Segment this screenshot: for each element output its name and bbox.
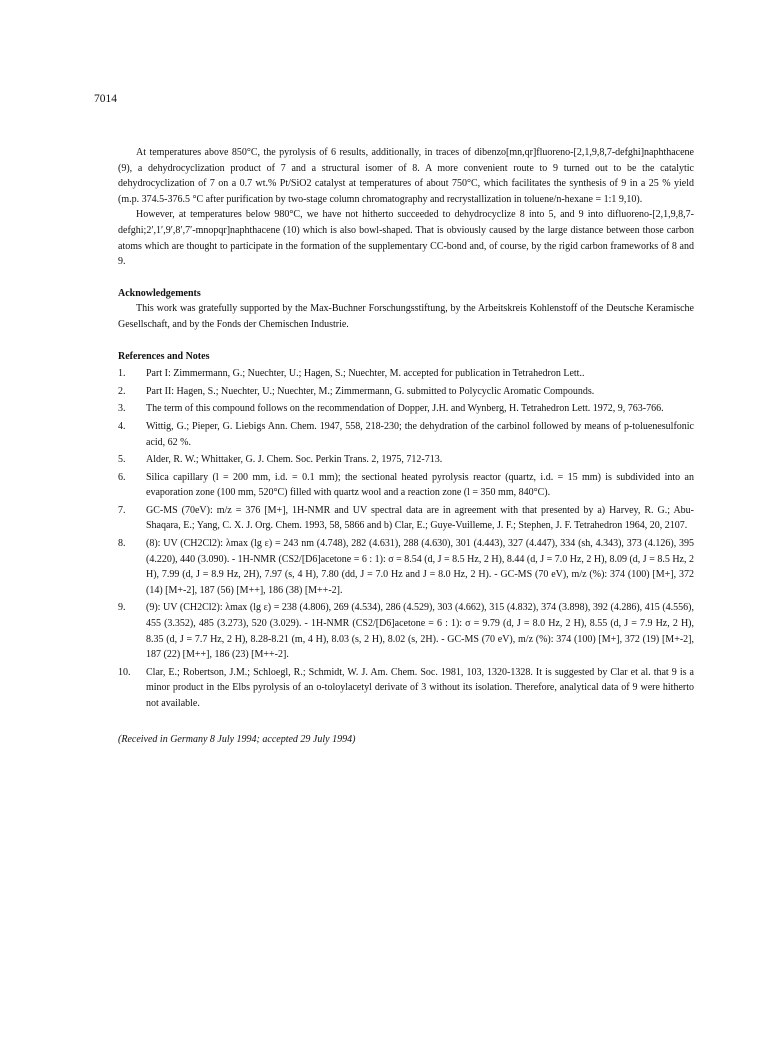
reference-text: (9): UV (CH2Cl2): λmax (lg ε) = 238 (4.806), 269 (4.534), 286 (4.529), 303 (4.662), 315 (4.832), 374 (3.898), 392 (4.286), 415 (4.556), 455 (3.352), 485 (3.273), 520 (3.029). - 1H-NMR (CS2/[D6]acetone = 6 : 1): σ = 9.79 (d, J = 8.0 Hz, 2 H), 8.55 (d, J = 7.9 Hz, 2 H), 8.35 (d, J = 7.7 Hz, 2 H), 8.28-8.21 (m, 4 H), 8.03 (s, 2 H), 8.02 (s, 2H). - GC-MS (70 eV), m/z (%): 374 (100) [M+], 372 (19) [M+-2], 187 (22) [M++], 186 (23) [M++-2].	[146, 602, 694, 661]
reference-text: (8): UV (CH2Cl2): λmax (lg ε) = 243 nm (4.748), 282 (4.631), 288 (4.630), 301 (4.443), 327 (4.447), 334 (sh, 4.343), 373 (4.126), 395 (4.220), 440 (3.090). - 1H-NMR (CS2/[D6]acetone = 6 : 1): σ = 8.54 (d, J = 8.5 Hz, 2 H), 8.44 (d, J = 7.0 Hz, 2 H), 8.09 (d, J = 8.5 Hz, 2 H), 7.99 (d, J = 8.9 Hz, 2H), 7.97 (s, 4 H), 7.80 (dd, J = 7.0 Hz and J = 8.0 Hz, 2 H). - GC-MS (70 eV), m/z (%): 374 (100) [M+], 372 (14) [M+-2], 187 (56) [M++], 186 (38) [M++-2].	[146, 538, 694, 596]
reference-number: 7.	[118, 504, 126, 516]
reference-item	[118, 419, 694, 450]
reference-number: 2.	[118, 385, 126, 397]
reference-item	[118, 366, 694, 382]
article-content	[118, 145, 694, 747]
reference-text: Part II: Hagen, S.; Nuechter, U.; Nuechter, M.; Zimmermann, G. submitted to Polycyclic Aromatic Compounds.	[146, 385, 595, 397]
reference-item	[118, 384, 694, 400]
reference-text: Part I: Zimmermann, G.; Nuechter, U.; Hagen, S.; Nuechter, M. accepted for publication in Tetrahedron Lett..	[146, 368, 585, 380]
reference-text: Alder, R. W.; Whittaker, G. J. Chem. Soc. Perkin Trans. 2, 1975, 712-713.	[146, 454, 443, 466]
reference-item	[118, 600, 694, 662]
reference-text: Silica capillary (l = 200 mm, i.d. = 0.1 mm); the sectional heated pyrolysis reactor (quartz, i.d. = 15 mm) is subdivided into an evaporation zone (100 mm, 520°C) filled with quartz wool and a reaction zone (l = 350 mm, 840°C).	[146, 471, 694, 499]
reference-text: The term of this compound follows on the recommendation of Dopper, J.H. and Wynberg, H. Tetrahedron Lett. 1972, 9, 763-766.	[146, 403, 664, 415]
reference-number: 4.	[118, 420, 126, 432]
reference-item	[118, 503, 694, 534]
reference-item	[118, 536, 694, 598]
reference-number: 6.	[118, 471, 126, 483]
reference-number: 5.	[118, 454, 126, 466]
reference-item	[118, 665, 694, 712]
reference-item	[118, 470, 694, 501]
reference-number: 10.	[118, 666, 131, 678]
reference-number: 1.	[118, 368, 126, 380]
acknowledgements-text: This work was gratefully supported by the Max-Buchner Forschungsstiftung, by the Arbeitskreis Kohlenstoff of the Deutsche Keramische Gesellschaft, and by the Fonds der Chemischen Industrie.	[118, 303, 694, 330]
reference-item	[118, 401, 694, 417]
acknowledgements-heading: Acknowledgements	[118, 287, 201, 299]
received-date-line: (Received in Germany 8 July 1994; accepted 29 July 1994)	[118, 733, 356, 745]
page-number: 7014	[94, 93, 117, 105]
reference-text: Clar, E.; Robertson, J.M.; Schloegl, R.; Schmidt, W. J. Am. Chem. Soc. 1981, 103, 1320-1328. It is suggested by Clar et al. that 9 is a minor product in the Elbs pyrolysis of an o-toloylacetyl derivate of 3 without its isolation. Therefore, analytical data of 9 were hitherto not available.	[146, 666, 694, 709]
references-list	[118, 366, 694, 711]
reference-item	[118, 452, 694, 468]
body-paragraph-2: However, at temperatures below 980°C, we have not hitherto succeeded to dehydrocyclize 8 into 5, and 9 into difluoreno-[2,1,9,8,7-defghi;2′,1′,9′,8′,7′-mnopqr]naphthacene (10) which is also bowl-shaped. That is obviously caused by the large distance between those carbon atoms which are thought to participate in the formation of the supplementary CC-bond and, of course, by the rigid carbon frameworks of 8 and 9.	[118, 209, 694, 268]
references-heading: References and Notes	[118, 350, 210, 362]
reference-number: 9.	[118, 602, 126, 614]
reference-text: Wittig, G.; Pieper, G. Liebigs Ann. Chem. 1947, 558, 218-230; the dehydration of the carbinol followed by means of p-toluenesulfonic acid, 62 %.	[146, 420, 694, 448]
body-paragraph-1: At temperatures above 850°C, the pyrolysis of 6 results, additionally, in traces of dibenzo[mn,qr]fluoreno-[2,1,9,8,7-defghi]naphthacene (9), a dehydrocyclization product of 7 and a structural isomer of 8. A more convenient route to 9 turned out to be the catalytic dehydrocyclization of 7 on a 0.7 wt.% Pt/SiO2 catalyst at temperatures of about 750°C, which facilitates the synthesis of 9 in a 25 % yield (m.p. 374.5-376.5 °C after purification by two-stage column chromatography and recrystallization in toluene/n-hexane = 1:1 9,10).	[118, 147, 694, 205]
reference-number: 8.	[118, 538, 126, 550]
reference-text: GC-MS (70eV): m/z = 376 [M+], 1H-NMR and UV spectral data are in agreement with that presented by a) Harvey, R. G.; Abu-Shaqara, E.; Yang, C. X. J. Org. Chem. 1993, 58, 5866 and b) Clar, E.; Guye-Vuilleme, J. F.; Stephen, J. F. Tetrahedron 1964, 20, 2107.	[146, 504, 694, 532]
reference-number: 3.	[118, 403, 126, 415]
